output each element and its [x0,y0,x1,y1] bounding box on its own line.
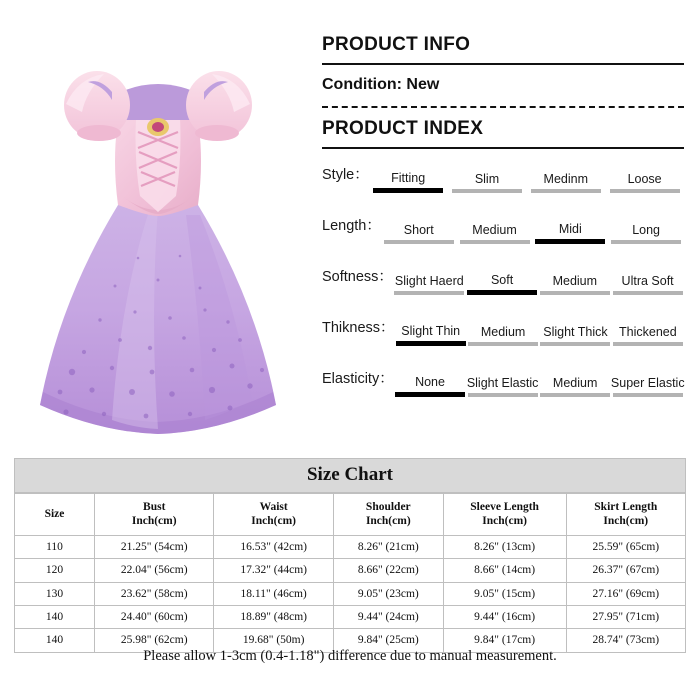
option-bar [467,290,537,295]
option-elasticity-0[interactable] [394,375,467,397]
cell-sleeve: 9.84" (17cm) [443,629,566,652]
index-options-length [381,222,684,244]
option-length-3[interactable] [608,223,684,244]
option-label: Ultra Soft [621,274,674,288]
divider-solid-bottom [322,147,684,149]
cell-shoulder: 8.26" (21cm) [333,535,443,558]
option-bar [613,291,683,295]
dress-illustration [0,0,316,455]
cell-bust: 24.40" (60cm) [95,605,214,628]
condition-text: Condition: New [322,76,440,93]
option-label: None [415,375,445,389]
option-bar [394,291,464,295]
cell-size: 120 [15,559,95,582]
option-label: Slim [474,172,500,186]
option-length-1[interactable] [457,223,533,244]
option-thickness-2[interactable] [539,325,611,346]
index-options-style [369,171,684,193]
index-row-thickness [322,312,684,346]
option-bar [395,392,465,397]
option-thickness-3[interactable] [612,325,684,346]
option-label: Thickened [619,325,677,339]
cell-sleeve: 9.44" (16cm) [443,605,566,628]
table-row [15,559,686,582]
option-label: Medinm [543,172,589,186]
option-bar [531,189,601,193]
option-style-3[interactable] [605,172,684,193]
option-label: Midi [558,222,582,236]
option-length-0[interactable] [381,223,457,244]
option-softness-3[interactable] [611,274,684,295]
option-label: Super Elastic [610,376,685,390]
option-bar [396,341,466,346]
cell-waist: 18.89" (48cm) [214,605,333,628]
table-header-row [15,494,686,536]
col-waist: Waist Inch(cm) [214,494,333,536]
option-style-0[interactable] [369,171,448,193]
option-bar [468,393,538,397]
col-skirt-length: Skirt Length Inch(cm) [566,494,685,536]
option-label: Slight Thick [543,325,608,339]
option-softness-1[interactable] [466,273,539,295]
option-bar [460,240,530,244]
product-image [0,0,316,455]
option-length-2[interactable] [532,222,608,244]
index-label-thickness: Thikness： [322,320,395,336]
cell-waist: 18.11" (46cm) [214,582,333,605]
index-row-softness [322,261,684,295]
cell-skirt: 26.37" (67cm) [566,559,685,582]
cell-sleeve: 9.05" (15cm) [443,582,566,605]
cell-size: 140 [15,605,95,628]
cell-skirt: 27.16" (69cm) [566,582,685,605]
index-row-length [322,210,684,244]
option-elasticity-1[interactable] [466,376,539,397]
option-label: Slight Haerd [394,274,464,288]
option-bar [535,239,605,244]
option-bar [613,393,683,397]
table-row [15,535,686,558]
option-style-2[interactable] [526,172,605,193]
option-label: Medium [472,223,517,237]
option-label: Slight Elastic [466,376,539,390]
index-label-style: Style： [322,167,369,183]
option-elasticity-3[interactable] [611,376,684,397]
cell-size: 140 [15,629,95,652]
cell-bust: 22.04" (56cm) [95,559,214,582]
cell-bust: 21.25" (54cm) [95,535,214,558]
option-thickness-1[interactable] [467,325,539,346]
option-style-1[interactable] [448,172,527,193]
cell-shoulder: 8.66" (22cm) [333,559,443,582]
col-sleeve-length: Sleeve Length Inch(cm) [443,494,566,536]
option-elasticity-2[interactable] [539,376,612,397]
option-label: Medium [552,274,598,288]
option-bar [613,342,683,346]
index-label-length: Length： [322,218,381,234]
option-label: Medium [480,325,526,339]
cell-sleeve: 8.26" (13cm) [443,535,566,558]
option-bar [384,240,454,244]
index-options-thickness [395,324,684,346]
option-softness-2[interactable] [538,274,611,295]
option-label: Short [403,223,434,237]
col-shoulder: Shoulder Inch(cm) [333,494,443,536]
index-row-style [322,159,684,193]
option-label: Soft [490,273,514,287]
col-size: Size [15,494,95,536]
size-chart-title: Size Chart [14,458,686,493]
table-row [15,582,686,605]
cell-shoulder: 9.44" (24cm) [333,605,443,628]
option-bar [540,291,610,295]
option-label: Medium [552,376,598,390]
cell-bust: 23.62" (58cm) [95,582,214,605]
index-label-elasticity: Elasticity： [322,371,394,387]
option-bar [373,188,443,193]
cell-waist: 17.32" (44cm) [214,559,333,582]
option-bar [610,189,680,193]
cell-size: 110 [15,535,95,558]
cell-waist: 19.68" (50m) [214,629,333,652]
table-row [15,605,686,628]
option-bar [540,342,610,346]
index-options-softness [393,273,684,295]
measurement-note: Please allow 1-3cm (0.4-1.18") difference due to manual measurement. [143,648,557,664]
col-bust: Bust Inch(cm) [95,494,214,536]
option-thickness-0[interactable] [395,324,467,346]
option-label: Slight Thin [401,324,461,338]
size-chart-table [14,493,686,653]
option-label: Long [632,223,660,237]
option-bar [540,393,610,397]
divider-solid-top [322,63,684,65]
index-row-elasticity [322,363,684,397]
index-rows [322,159,684,397]
option-bar [468,342,538,346]
info-panel [322,34,684,414]
index-options-elasticity [394,375,684,397]
option-label: Fitting [391,171,426,185]
cell-shoulder: 9.05" (23cm) [333,582,443,605]
index-label-softness: Softness： [322,269,393,285]
cell-skirt: 25.59" (65cm) [566,535,685,558]
size-chart [14,458,686,653]
cell-shoulder: 9.84" (25cm) [333,629,443,652]
product-index-heading: PRODUCT INDEX [322,118,484,139]
cell-skirt: 28.74" (73cm) [566,629,685,652]
option-label: Loose [627,172,662,186]
divider-dashed [322,106,684,108]
product-info-heading: PRODUCT INFO [322,34,471,55]
cell-sleeve: 8.66" (14cm) [443,559,566,582]
cell-waist: 16.53" (42cm) [214,535,333,558]
cell-skirt: 27.95" (71cm) [566,605,685,628]
option-bar [611,240,681,244]
cell-bust: 25.98" (62cm) [95,629,214,652]
cell-size: 130 [15,582,95,605]
option-softness-0[interactable] [393,274,466,295]
option-bar [452,189,522,193]
